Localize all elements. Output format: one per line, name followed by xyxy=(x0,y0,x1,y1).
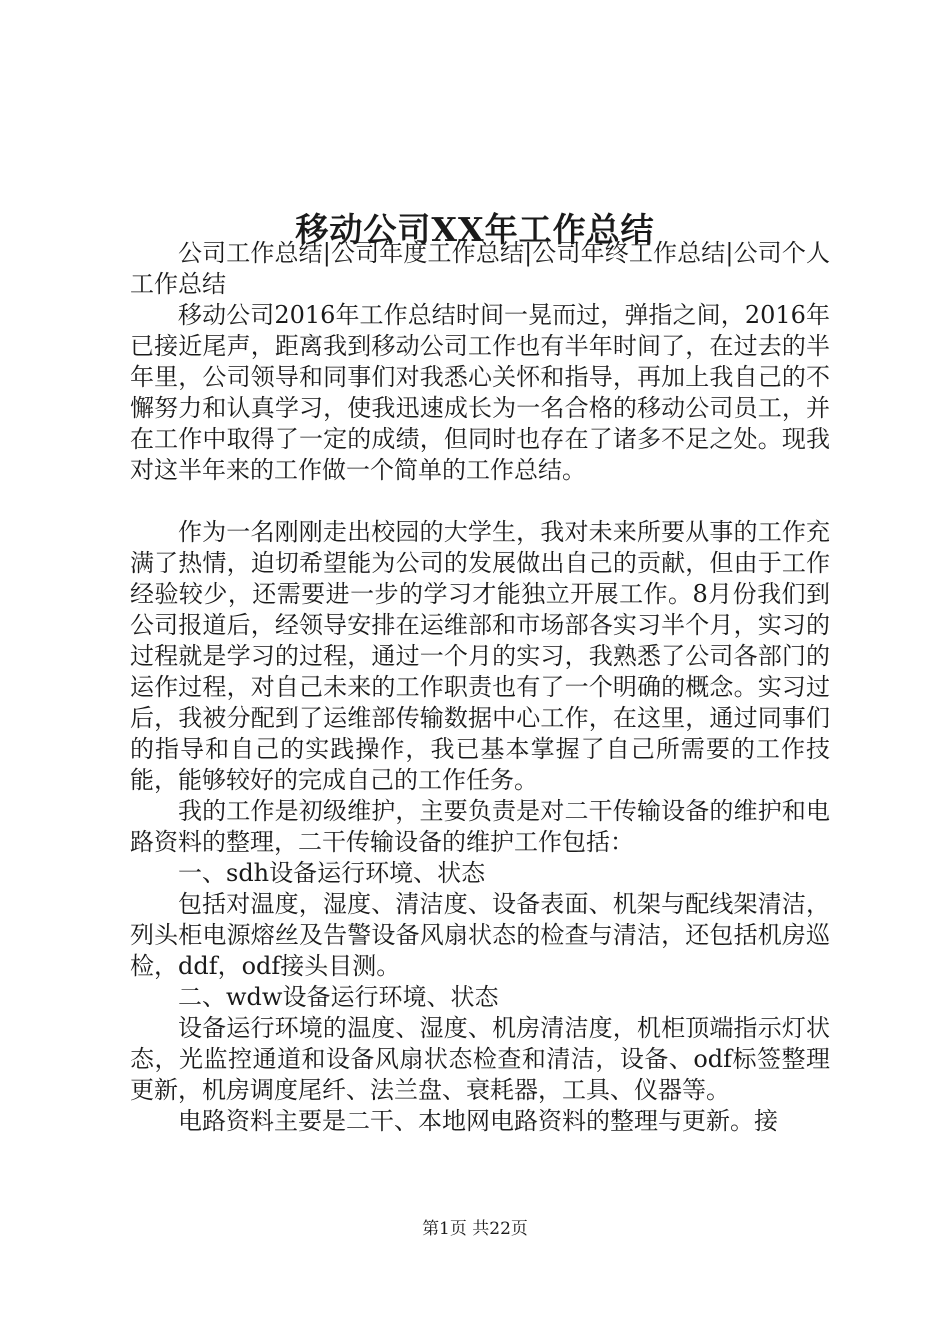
section-heading-sdh: 一、sdh设备运行环境、状态 xyxy=(178,859,486,887)
paragraph-internship: 作为一名刚刚走出校园的大学生，我对未来所要从事的工作充满了热情，迫切希望能为公司的发展做出自己的贡献，但由于工作经验较少，还需要进一步的学习才能独立开展工作。8月份我们到公司报道后，经领导安排在运维部和市场部各实习半个月，实习的过程就是学习的过程，通过一个月的实习，我熟悉了公司各部门的运作过程，对自己未来的工作职责也有了一个明确的概念。实习过后，我被分配到了运维部传输数据中心工作，在这里，通过同事们的指导和自己的实践操作，我已基本掌握了自己所需要的工作技能，能够较好的完成自己的工作任务。 xyxy=(130,518,830,794)
paragraph-duties: 我的工作是初级维护，主要负责是对二干传输设备的维护和电路资料的整理，二干传输设备的维护工作包括： xyxy=(130,797,830,856)
document-title: 移动公司XX年工作总结 xyxy=(295,210,655,250)
document-body xyxy=(130,238,830,1137)
paragraph-categories: 公司工作总结|公司年度工作总结|公司年终工作总结|公司个人工作总结 xyxy=(130,239,830,298)
section-heading-wdw: 二、wdw设备运行环境、状态 xyxy=(178,983,499,1011)
paragraph-circuit-data: 电路资料主要是二干、本地网电路资料的整理与更新。接 xyxy=(178,1107,778,1135)
paragraph-sdh: 包括对温度，湿度、清洁度、设备表面、机架与配线架清洁，列头柜电源熔丝及告警设备风扇状态的检查与清洁，还包括机房巡检，ddf，odf接头目测。 xyxy=(130,890,830,980)
paragraph-wdw: 设备运行环境的温度、湿度、机房清洁度，机柜顶端指示灯状态，光监控通道和设备风扇状态检查和清洁，设备、odf标签整理更新，机房调度尾纤、法兰盘、衰耗器，工具、仪器等。 xyxy=(130,1014,830,1104)
paragraph-intro: 移动公司2016年工作总结时间一晃而过，弹指之间，2016年已接近尾声，距离我到移动公司工作也有半年时间了，在过去的半年里，公司领导和同事们对我悉心关怀和指导，再加上我自己的不懈努力和认真学习，使我迅速成长为一名合格的移动公司员工，并在工作中取得了一定的成绩，但同时也存在了诸多不足之处。现我对这半年来的工作做一个简单的工作总结。 xyxy=(130,301,830,484)
page-number: 第1页 共22页 xyxy=(422,1219,528,1239)
